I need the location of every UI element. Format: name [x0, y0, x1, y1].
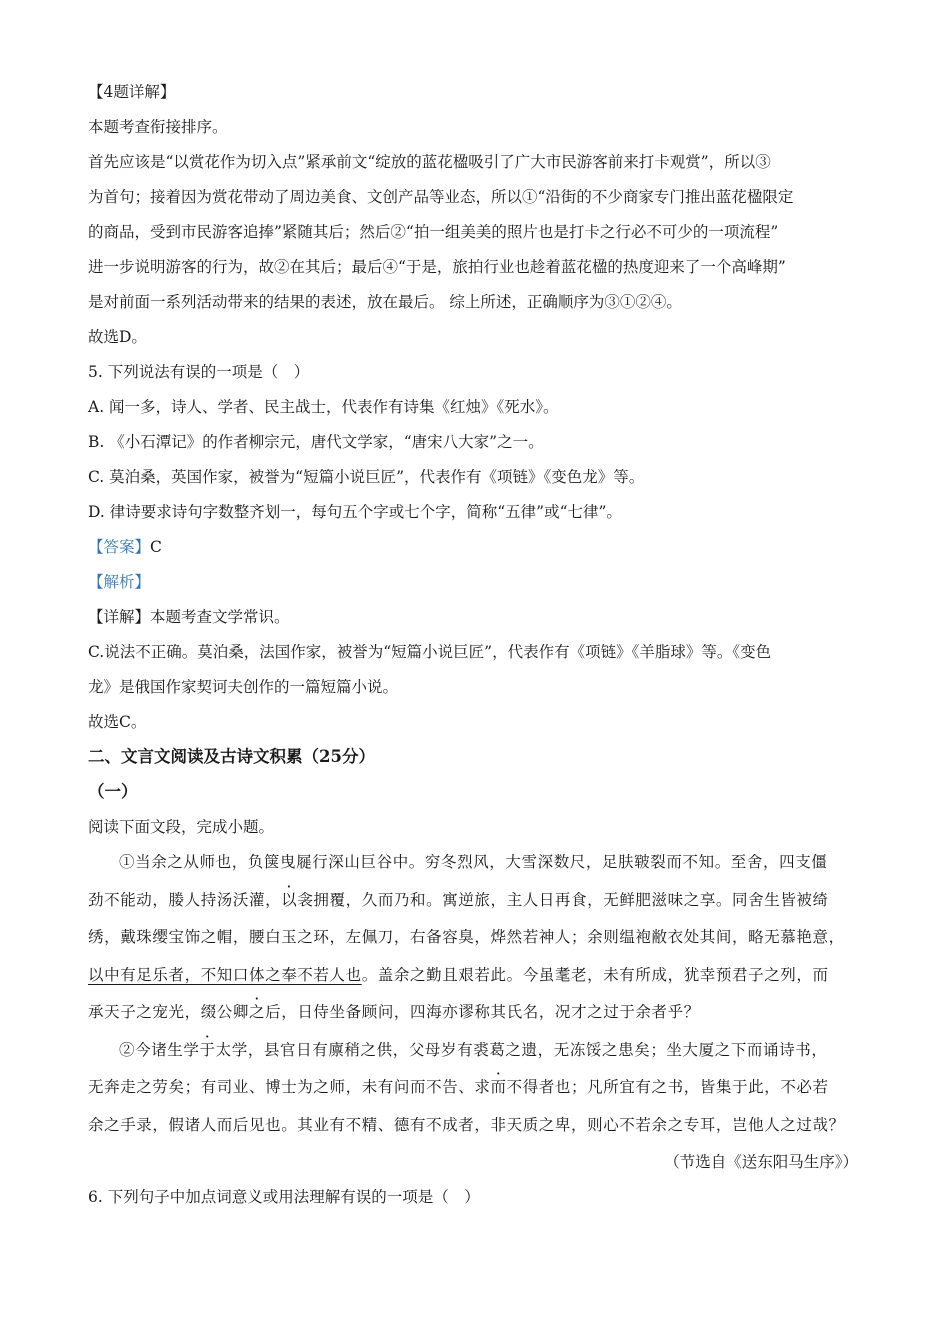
answer-value: C [150, 538, 162, 556]
question-5-detail-line: C.说法不正确。莫泊桑，法国作家，被誉为“短篇小说巨匠”，代表作有《项链》《羊脂球》等。《变色 [88, 643, 772, 661]
question-5-option-d: D. 律诗要求诗句字数整齐划一，每句五个字或七个字，简称“五律”或“七律”。 [88, 503, 622, 521]
passage-line: 绣，戴珠缨宝饰之帽，腰白玉之环，左佩刀，右备容臭，烨然若神人；余则缊袍敝衣处其间，略无慕艳意， [88, 928, 845, 946]
passage-line: 劲不能动，媵人持汤沃灌，以衾拥覆，久而乃和。寓逆旅，主人日再食，无鲜肥滋味之享。同舍生皆被绮 [88, 890, 829, 909]
passage-line: ①当余之从师也，负箧曳屣行深山巨谷中。穷冬烈风，大雪深数尺，足肤皲裂而不知。至舍，四支僵 [119, 853, 828, 871]
passage-line: ②今诸生学于太学，县官日有廪稍之供，父母岁有裘葛之遗，无冻馁之患矣；坐大厦之下而诵诗书， [119, 1040, 828, 1059]
emphasis-dot-word: 而 [490, 1078, 507, 1096]
q4-detail-line: 的商品，受到市民游客追捧”紧随其后；然后②“拍一组美美的照片也是打卡之行必不可少的一项流程” [88, 223, 779, 241]
q4-detail-line: 本题考查衔接排序。 [88, 118, 228, 136]
underlined-sentence: 以中有足乐者，不知口体之奉不若人也 [88, 965, 362, 984]
question-6-stem: 6. 下列句子中加点词意义或用法理解有误的一项是（ ） [88, 1188, 480, 1206]
answer-label: 【答案】 [88, 538, 151, 556]
passage-line: 无奔走之劳矣；有司业、博士为之师，未有问而不告、求而不得者也；凡所宜有之书，皆集于此，不必若 [88, 1078, 829, 1096]
passage-line: 承天子之宠光，缀公卿之后，日侍坐备顾问，四海亦谬称其氏名，况才之过于余者乎？ [88, 1003, 700, 1021]
passage-line: 余之手录，假诸人而后见也。其业有不精、德有不成者，非天质之卑，则心不若余之专耳，岂他人之过哉？ [88, 1115, 845, 1134]
q4-detail-line: 首先应该是“以赏花作为切入点”紧承前文“绽放的蓝花楹吸引了广大市民游客前来打卡观赏”，所以③ [88, 153, 771, 171]
section-2-subtitle: （一） [88, 782, 138, 801]
question-5-answer [88, 533, 868, 568]
question-5-option-a: A. 闻一多，诗人、学者、民主战士，代表作有诗集《红烛》《死水》。 [88, 398, 559, 416]
question-5-option-c: C. 莫泊桑，英国作家，被誉为“短篇小说巨匠”，代表作有《项链》《变色龙》等。 [88, 468, 645, 486]
question-5-detail-line: 【详解】本题考查文学常识。 [88, 608, 290, 626]
emphasis-dot-word: 之 [249, 1003, 266, 1021]
question-5-option-b: B. 《小石潭记》的作者柳宗元，唐代文学家，“唐宋八大家”之一。 [88, 433, 544, 451]
section-2-instruction: 阅读下面文段，完成小题。 [88, 818, 275, 836]
passage-source: （节选自《送东阳马生序》） [664, 1153, 858, 1171]
q4-detail-line: 故选D。 [88, 328, 147, 346]
question-5-detail-line: 龙》是俄国作家契诃夫创作的一篇短篇小说。 [88, 678, 399, 696]
q4-detail-line: 进一步说明游客的行为，故②在其后；最后④“于是，旅拍行业也趁着蓝花楹的热度迎来了一个高峰期” [88, 258, 786, 276]
document-page [88, 78, 868, 1218]
section-2-title: 二、文言文阅读及古诗文积累（25分） [88, 747, 375, 766]
emphasis-dot-word: 于 [199, 1040, 216, 1059]
question-5-stem: 5. 下列说法有误的一项是（ ） [88, 363, 310, 381]
q4-detail-heading: 【4题详解】 [88, 83, 176, 101]
question-5-detail-line: 故选C。 [88, 713, 147, 731]
emphasis-dot-word: 以 [281, 890, 298, 909]
passage-line: 以中有足乐者，不知口体之奉不若人也。盖余之勤且艰若此。今虽耄老，未有所成，犹幸预君子之列，而 [88, 965, 829, 984]
q4-detail-line: 为首句；接着因为赏花带动了周边美食、文创产品等业态，所以①“沿街的不少商家专门推出蓝花楹限定 [88, 188, 794, 206]
q4-detail-line: 是对前面一系列活动带来的结果的表述，放在最后。 综上所述，正确顺序为③①②④。 [88, 293, 682, 311]
question-5-analysis-label: 【解析】 [88, 573, 151, 591]
